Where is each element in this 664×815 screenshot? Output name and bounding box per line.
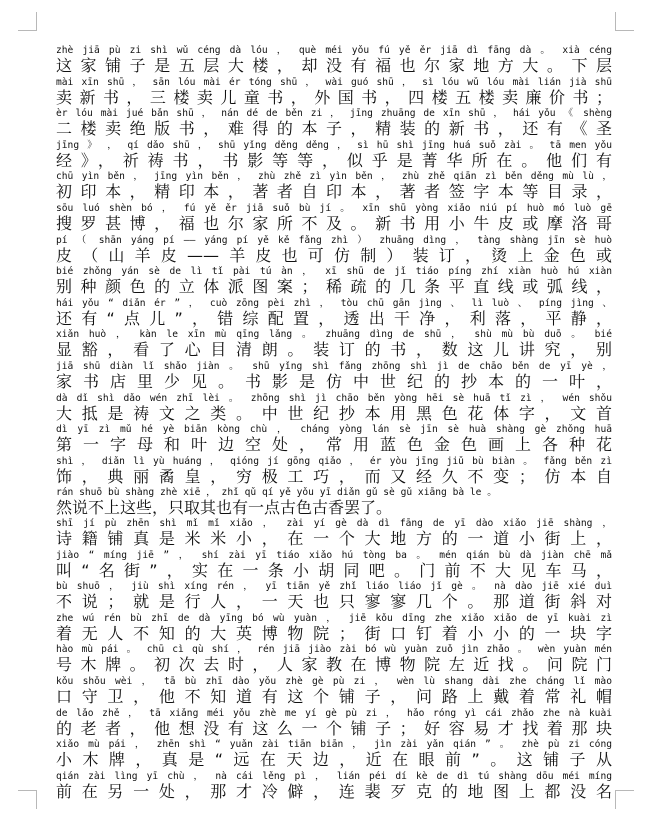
hanzi-line: 号木牌。初次去时，人家教在博物院左近找。问院门: [56, 655, 612, 675]
hanzi-line: 初印本，精印本，著者自印本，著者签字本等目录，: [56, 182, 612, 202]
pinyin-line: shì ， diǎn lì yù huáng ， qióng jí gōng qiǎo ， ér yòu jīng jiǔ bù biàn 。 fǎng běn zì: [56, 455, 612, 467]
pinyin-line: èr lóu mài jué bǎn shū ， nán dé de běn zi ， jīng zhuāng de xīn shū ， hái yǒu 《 shèng: [56, 108, 612, 120]
text-line: [56, 707, 612, 739]
hanzi-line: 小木牌，真是“远在天边，近在眼前”。这铺子从: [56, 750, 612, 770]
pinyin-line: qián zài lìng yī chù ， nà cái lěng pì ， lián péi dí kè de dì tú shàng dōu méi míng: [56, 770, 612, 782]
paragraph-1: [56, 44, 612, 518]
crop-mark-bottom-right: [615, 790, 634, 809]
pinyin-line: chū yìn běn ， jīng yìn běn ， zhù zhě zì yìn běn ， zhù zhě qiān zì běn děng mù lù ，: [56, 171, 612, 183]
crop-mark-top-left: [18, 12, 37, 31]
pinyin-line: zhè jiā pù zi shì wǔ céng dà lóu ， què méi yǒu fú yě ěr jiā dì fāng dà 。 xià céng: [56, 45, 612, 56]
hanzi-line: 然说不上这些，只取其也有一点古色古香罢了。: [56, 498, 393, 518]
pinyin-line: shī jí pù zhēn shì mǐ mǐ xiǎo ， zài yí gè dà dì fāng de yī dào xiǎo jiē shàng ，: [56, 518, 612, 529]
pinyin-line: zhe wú rén bù zhī de dà yīng bó wù yuàn ， jiē kǒu dīng zhe xiǎo xiǎo de yī kuài zì: [56, 612, 612, 624]
paragraph-2: [56, 517, 612, 801]
text-line: [56, 234, 612, 266]
text-line: [56, 517, 612, 549]
text-line: [56, 612, 612, 644]
pinyin-line: xiǎo mù pái ， zhēn shì “ yuǎn zài tiān biān ， jìn zài yǎn qián ” 。 zhè pù zi cóng: [56, 739, 612, 751]
hanzi-line: 家书店里少见。书影是仿中世纪的抄本的一叶，: [56, 371, 612, 391]
text-line: [56, 265, 612, 297]
pinyin-line: dì yī zì mǔ hé yè biān kòng chù ， cháng yòng lán sè jīn sè huà shàng gè zhǒng huā: [56, 424, 612, 436]
hanzi-line: 诗籍铺真是米米小，在一个大地方的一道小街上，: [56, 529, 612, 548]
text-line: [56, 549, 612, 581]
pinyin-line: sōu luó shèn bó ， fú yě ěr jiā suǒ bù jí 。 xīn shū yòng xiǎo niú pí huò mó luò gē: [56, 202, 612, 214]
text-line: [56, 170, 612, 202]
hanzi-line: 不说；就是行人，一天也只寥寥几个。那道街斜对: [56, 592, 612, 612]
pinyin-line: rán shuō bù shàng zhè xiē ， zhǐ qǔ qí yě yǒu yī diǎn gǔ sè gǔ xiāng bà le 。: [56, 487, 497, 499]
text-line: [56, 44, 612, 76]
hanzi-line: 前在另一处，那才冷僻，连裴歹克的地图上都没名: [56, 781, 612, 801]
hanzi-line: 大抵是祷文之类。中世纪抄本用黑色花体字，文首: [56, 403, 612, 423]
pinyin-line: jiào “ míng jiē ” ， shí zài yī tiáo xiǎo hú tòng ba 。 mén qián bù dà jiàn chē mǎ: [56, 549, 612, 561]
hanzi-line: 卖新书，三楼卖儿童书，外国书，四楼五楼卖廉价书；: [56, 87, 612, 107]
hanzi-line: 二楼卖绝版书，难得的本子，精装的新书，还有《圣: [56, 119, 612, 139]
text-line: [56, 392, 612, 424]
text-line: [56, 580, 612, 612]
text-line: [56, 297, 612, 329]
crop-mark-top-right: [615, 12, 634, 31]
hanzi-line: 饰，典丽矞皇，穷极工巧，而又经久不变；仿本自: [56, 466, 612, 486]
text-line: [56, 107, 612, 139]
text-line: [56, 360, 612, 392]
pinyin-line: de lǎo zhě ， tā xiǎng méi yǒu zhè me yí gè pù zi ， hǎo róng yì cái zhǎo zhe nà kuài: [56, 707, 612, 719]
pinyin-line: dà dǐ shì dǎo wén zhī lèi 。 zhōng shì jì chāo běn yòng hēi sè huā tǐ zì ， wén shǒu: [56, 392, 612, 404]
pinyin-line: jīng 》 ， qí dǎo shū ， shū yǐng děng děng ， sì hū shì jīng huá suǒ zài 。 tā men yǒu: [56, 139, 612, 151]
hanzi-line: 叫“名街”，实在一条小胡同吧。门前不大见车马，: [56, 560, 612, 580]
pinyin-line: bù shuō ， jiù shì xíng rén ， yī tiān yě zhǐ liáo liáo jǐ gè 。 nà dào jiē xié duì: [56, 581, 612, 593]
hanzi-line: 着无人不知的大英博物院；街口钉着小小的一块字: [56, 623, 612, 643]
pinyin-line: kǒu shǒu wèi ， tā bù zhī dào yǒu zhè gè pù zi ， wèn lù shang dài zhe cháng lǐ mào: [56, 675, 612, 687]
crop-mark-bottom-left: [18, 790, 37, 809]
text-line: [56, 202, 612, 234]
text-line: [56, 423, 612, 455]
hanzi-line: 口守卫，他不知道有这个铺子，问路上戴着常礼帽: [56, 686, 612, 706]
pinyin-line: pí （ shān yáng pí —— yáng pí yě kě fǎng zhì ） zhuāng dìng ， tàng shàng jīn sè huò: [56, 234, 612, 246]
hanzi-line: 搜罗甚博，福也尔家所不及。新书用小牛皮或摩洛哥: [56, 213, 612, 233]
text-line: [56, 328, 612, 360]
hanzi-line: 皮（山羊皮——羊皮也可仿制）装订，烫上金色或: [56, 245, 612, 265]
text-line: [56, 770, 612, 802]
text-line: [56, 675, 612, 707]
hanzi-line: 第一字母和叶边空处，常用蓝色金色画上各种花: [56, 435, 612, 455]
pinyin-line: hào mù pái 。 chū cì qù shí ， rén jiā jiào zài bó wù yuàn zuǒ jìn zhǎo 。 wèn yuàn mén: [56, 644, 612, 656]
hanzi-line: 还有“点儿”，错综配置，透出干净，利落，平静，: [56, 308, 612, 328]
text-line: [56, 643, 612, 675]
pinyin-line: mài xīn shū ， sān lóu mài ér tóng shū ， wài guó shū ， sì lóu wǔ lóu mài lián jià shū: [56, 76, 612, 88]
hanzi-line: 显豁，看了心目清朗。装订的书，数这儿讲究，别: [56, 340, 612, 360]
pinyin-line: xiǎn huò ， kàn le xīn mù qīng lǎng 。 zhuāng dìng de shū ， shù mù bù duō 。 bié: [56, 329, 612, 341]
pinyin-line: hái yǒu “ diǎn ér ” ， cuò zōng pèi zhì ， tòu chū gān jìng 、 lì luò 、 píng jìng 、: [56, 297, 612, 309]
text-line: [56, 486, 612, 518]
pinyin-line: bié zhǒng yán sè de lì tǐ pài tú àn ， xī shū de jǐ tiáo píng zhí xiàn huò hú xiàn: [56, 266, 612, 278]
hanzi-line: 这家铺子是五层大楼，却没有福也尔家地方大。下层: [56, 56, 612, 75]
pinyin-line: jiā shū diàn lǐ shǎo jiàn 。 shū yǐng shì fǎng zhōng shì jì de chāo běn de yī yè ，: [56, 360, 612, 372]
text-line: [56, 139, 612, 171]
text-line: [56, 738, 612, 770]
hanzi-line: 经》，祈祷书，书影等等，似乎是菁华所在。他们有: [56, 150, 612, 170]
hanzi-line: 别种颜色的立体派图案；稀疏的几条平直线或弧线，: [56, 277, 612, 297]
text-line: [56, 76, 612, 108]
hanzi-line: 的老者，他想没有这么一个铺子；好容易才找着那块: [56, 718, 612, 738]
text-line: [56, 455, 612, 487]
